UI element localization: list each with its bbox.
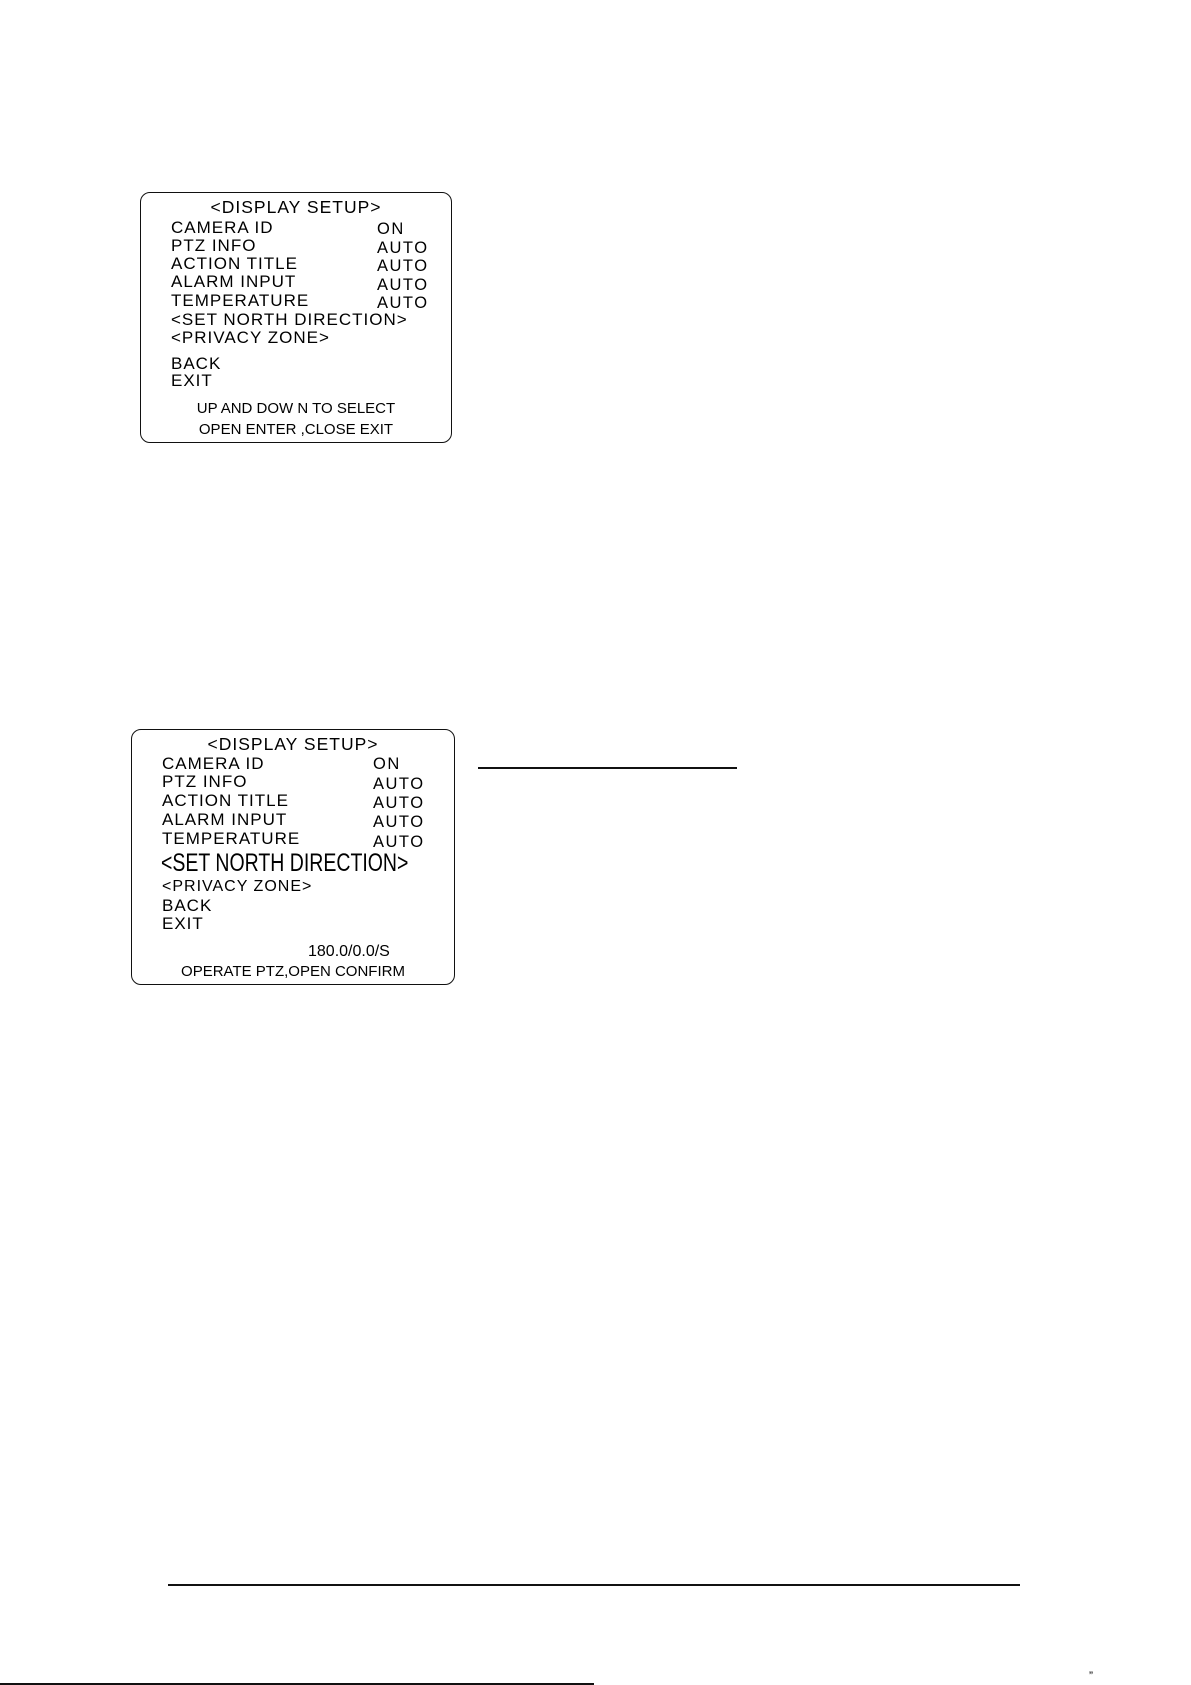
menu-item-exit[interactable]: EXIT (171, 371, 213, 390)
menu-item-privacy-zone[interactable]: <PRIVACY ZONE> (171, 328, 330, 347)
menu-item-privacy-zone[interactable]: <PRIVACY ZONE> (162, 878, 313, 895)
menu-item-set-north-direction[interactable]: <SET NORTH DIRECTION> (171, 310, 408, 329)
ptz-coordinates-readout: 180.0/0.0/S (308, 943, 390, 960)
menu-hint-select: UP AND DOW N TO SELECT (196, 400, 396, 417)
menu-item-camera-id[interactable]: CAMERA ID (162, 754, 265, 773)
menu-item-temperature[interactable]: TEMPERATURE (171, 291, 310, 310)
menu-item-ptz-info[interactable]: PTZ INFO (162, 772, 248, 791)
footer-divider (168, 1584, 1020, 1586)
menu-value-action-title: AUTO (373, 794, 425, 812)
menu-title: <DISPLAY SETUP> (207, 734, 379, 754)
display-setup-menu (140, 192, 452, 443)
menu-item-camera-id[interactable]: CAMERA ID (171, 218, 274, 237)
menu-item-exit[interactable]: EXIT (162, 914, 204, 933)
menu-value-action-title: AUTO (377, 257, 429, 275)
menu-title: <DISPLAY SETUP> (210, 197, 382, 217)
menu-item-action-title[interactable]: ACTION TITLE (171, 254, 298, 273)
bottom-divider (0, 1683, 594, 1685)
menu-item-back[interactable]: BACK (171, 354, 222, 373)
menu-value-camera-id: ON (373, 755, 401, 773)
menu-item-set-north-direction-selected[interactable]: <SET NORTH DIRECTION> (161, 849, 409, 877)
menu-value-camera-id: ON (377, 220, 405, 238)
menu-hint-operate-ptz: OPERATE PTZ,OPEN CONFIRM (181, 963, 405, 980)
menu-value-ptz-info: AUTO (373, 775, 425, 793)
menu-value-temperature: AUTO (373, 833, 425, 851)
menu-value-alarm-input: AUTO (377, 276, 429, 294)
set-north-direction-menu (131, 729, 455, 985)
menu-item-alarm-input[interactable]: ALARM INPUT (171, 272, 297, 291)
menu-value-alarm-input: AUTO (373, 813, 425, 831)
menu-item-action-title[interactable]: ACTION TITLE (162, 791, 289, 810)
menu-item-back[interactable]: BACK (162, 896, 213, 915)
menu-value-temperature: AUTO (377, 294, 429, 312)
menu-hint-enter-exit: OPEN ENTER ,CLOSE EXIT (198, 421, 394, 438)
menu-item-temperature[interactable]: TEMPERATURE (162, 829, 301, 848)
menu-value-ptz-info: AUTO (377, 239, 429, 257)
corner-mark: ” (1089, 1669, 1093, 1683)
menu-item-ptz-info[interactable]: PTZ INFO (171, 236, 257, 255)
section-heading-underline (478, 767, 737, 769)
menu-item-alarm-input[interactable]: ALARM INPUT (162, 810, 288, 829)
